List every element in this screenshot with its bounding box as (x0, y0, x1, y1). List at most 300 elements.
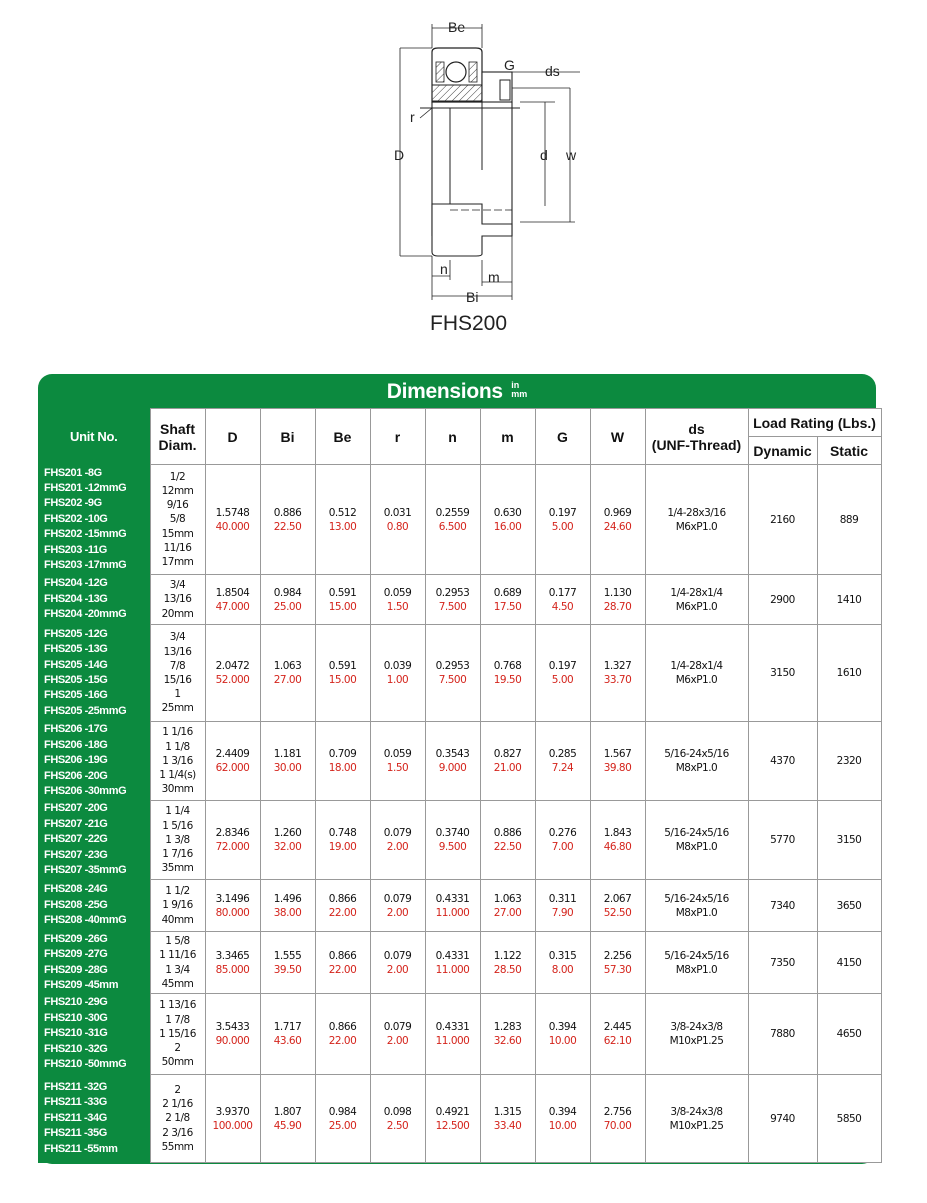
dim-label-r: r (410, 109, 415, 125)
shaft-diameter: 1 15/16 (159, 1027, 196, 1040)
thread-spec-cell (645, 625, 748, 722)
value-cell-be (315, 575, 370, 625)
load-rating-static: 5850 (817, 1075, 881, 1163)
value-cell-d (205, 932, 260, 994)
value-cell-w (590, 465, 645, 575)
dim-label-n: n (440, 261, 448, 277)
unit-number: FHS209 -28G (44, 963, 108, 976)
unit-numbers-cell (38, 880, 150, 932)
value-r-inch: 0.079 (383, 827, 412, 839)
dimensions-title: Dimensions (386, 380, 503, 403)
value-cell-m (480, 932, 535, 994)
value-n-inch: 0.3740 (435, 827, 470, 839)
thread-spec: M8xP1.0 (675, 841, 718, 853)
value-be-inch: 0.866 (328, 892, 357, 905)
value-cell-w (590, 575, 645, 625)
value-be-mm: 22.00 (328, 963, 357, 976)
value-w-inch: 1.130 (603, 586, 632, 599)
value-cell-r (370, 994, 425, 1075)
value-cell-n (425, 465, 480, 575)
shaft-diameter: 20mm (161, 607, 194, 620)
value-cell-w (590, 722, 645, 801)
load-rating-dynamic: 2900 (748, 575, 817, 625)
load-rating-dynamic: 5770 (748, 801, 817, 880)
shaft-diameter: 3/4 (169, 579, 186, 592)
value-bi-inch: 1.181 (273, 748, 302, 760)
value-m-mm: 27.00 (493, 906, 522, 919)
value-bi-inch: 1.260 (273, 827, 302, 839)
value-r-inch: 0.079 (383, 1021, 412, 1033)
value-bi-inch: 0.886 (273, 506, 302, 519)
value-cell-r (370, 880, 425, 932)
shaft-diameter-cell (150, 932, 205, 994)
shaft-diameter: 1 7/8 (165, 1013, 190, 1026)
load-rating-dynamic: 4370 (748, 722, 817, 801)
value-cell-g (535, 932, 590, 994)
unit-number: FHS209 -26G (44, 932, 108, 945)
value-d-mm: 52.000 (215, 674, 250, 686)
thread-spec: M8xP1.0 (675, 762, 718, 774)
unit-number: FHS208 -25G (44, 898, 108, 911)
unit-number: FHS206 -20G (44, 769, 108, 782)
shaft-diameter: 12mm (161, 484, 194, 497)
drawing-svg (380, 10, 590, 310)
value-g-inch: 0.285 (548, 748, 577, 760)
col-header-n: n (425, 409, 480, 465)
shaft-diameter: 1 3/16 (162, 754, 193, 767)
load-rating-dynamic: 3150 (748, 625, 817, 722)
shaft-header-line1: Shaft (160, 420, 195, 437)
shaft-header-line2: Diam. (158, 436, 197, 453)
value-cell-n (425, 575, 480, 625)
units-mm: mm (511, 389, 528, 399)
value-cell-bi (260, 932, 315, 994)
value-cell-m (480, 575, 535, 625)
thread-spec: M6xP1.0 (675, 674, 718, 686)
value-cell-bi (260, 575, 315, 625)
value-bi-inch: 1.496 (273, 892, 302, 905)
ds-header-line1: ds (688, 420, 705, 437)
value-cell-d (205, 575, 260, 625)
thread-spec: 5/16-24x5/16 (664, 892, 729, 905)
value-g-mm: 5.00 (551, 520, 574, 533)
value-m-mm: 22.50 (493, 841, 522, 853)
load-rating-dynamic: 9740 (748, 1075, 817, 1163)
table-row (38, 994, 881, 1075)
shaft-diameter-cell (150, 1075, 205, 1163)
value-n-mm: 9.500 (438, 841, 467, 853)
value-cell-n (425, 801, 480, 880)
value-m-inch: 1.122 (493, 949, 522, 962)
dim-label-d-bore: d (540, 147, 548, 163)
value-cell-m (480, 994, 535, 1075)
value-cell-bi (260, 625, 315, 722)
value-w-mm: 52.50 (603, 906, 632, 919)
unit-number: FHS206 -18G (44, 738, 108, 751)
value-w-inch: 2.256 (603, 949, 632, 962)
thread-spec: 5/16-24x5/16 (664, 748, 729, 760)
thread-spec: 1/4-28x1/4 (670, 586, 723, 599)
thread-spec: M6xP1.0 (675, 600, 718, 613)
thread-spec: 3/8-24x3/8 (670, 1021, 723, 1033)
col-header-g: G (535, 409, 590, 465)
col-header-m: m (480, 409, 535, 465)
value-g-inch: 0.394 (548, 1105, 577, 1118)
unit-number: FHS210 -32G (44, 1042, 108, 1055)
thread-spec: 5/16-24x5/16 (664, 827, 729, 839)
value-m-inch: 0.630 (493, 506, 522, 519)
value-g-mm: 4.50 (551, 600, 574, 613)
value-d-inch: 3.5433 (215, 1021, 250, 1033)
shaft-diameter: 1 5/16 (162, 819, 193, 832)
table-row (38, 465, 881, 575)
value-cell-w (590, 801, 645, 880)
value-cell-m (480, 880, 535, 932)
unit-number: FHS210 -31G (44, 1027, 108, 1040)
value-r-mm: 0.80 (386, 520, 409, 533)
shaft-diameter: 17mm (161, 556, 194, 568)
col-header-unit-no: Unit No. (38, 409, 150, 465)
value-cell-m (480, 1075, 535, 1163)
value-bi-mm: 43.60 (273, 1035, 302, 1047)
value-r-mm: 2.00 (386, 906, 409, 919)
shaft-diameter-cell (150, 625, 205, 722)
value-m-inch: 1.283 (493, 1021, 522, 1033)
value-d-inch: 3.1496 (215, 892, 250, 905)
unit-number: FHS207 -21G (44, 817, 108, 830)
value-n-mm: 11.000 (435, 1035, 470, 1047)
unit-numbers-cell (38, 994, 150, 1075)
value-cell-be (315, 1075, 370, 1163)
value-g-inch: 0.197 (548, 506, 577, 519)
value-m-inch: 0.827 (493, 748, 522, 760)
thread-spec: M8xP1.0 (675, 906, 718, 919)
shaft-diameter: 40mm (161, 913, 194, 926)
shaft-diameter: 15mm (161, 527, 194, 540)
value-m-mm: 21.00 (493, 762, 522, 774)
unit-number: FHS206 -19G (44, 754, 108, 767)
table-row (38, 575, 881, 625)
shaft-diameter: 1 13/16 (159, 999, 196, 1012)
unit-number: FHS211 -55mm (44, 1142, 118, 1155)
value-w-inch: 0.969 (603, 506, 632, 519)
value-be-mm: 15.00 (328, 674, 357, 686)
value-cell-be (315, 801, 370, 880)
col-header-shaft (150, 409, 205, 465)
table-row (38, 801, 881, 880)
unit-number: FHS205 -15G (44, 674, 108, 686)
value-g-mm: 7.00 (551, 841, 574, 853)
value-m-inch: 1.315 (493, 1105, 522, 1118)
value-r-inch: 0.079 (383, 892, 412, 905)
value-cell-r (370, 1075, 425, 1163)
value-d-inch: 2.8346 (215, 827, 250, 839)
value-m-mm: 16.00 (493, 520, 522, 533)
unit-number: FHS208 -40mmG (44, 914, 127, 927)
value-cell-d (205, 465, 260, 575)
shaft-diameter: 11/16 (163, 541, 192, 554)
value-r-mm: 1.50 (386, 600, 409, 613)
value-n-inch: 0.2559 (435, 506, 470, 519)
value-cell-r (370, 625, 425, 722)
dimensions-table (38, 408, 882, 1163)
dim-label-m: m (488, 269, 500, 285)
col-header-bi: Bi (260, 409, 315, 465)
shaft-diameter: 35mm (161, 862, 194, 875)
value-g-mm: 5.00 (551, 674, 574, 686)
value-cell-d (205, 801, 260, 880)
value-m-mm: 28.50 (493, 963, 522, 976)
value-be-mm: 18.00 (328, 762, 357, 774)
table-body (38, 465, 881, 1163)
value-r-inch: 0.059 (383, 586, 412, 599)
unit-number: FHS201 -8G (44, 466, 102, 479)
value-cell-be (315, 880, 370, 932)
shaft-diameter: 1 3/8 (165, 833, 190, 846)
value-cell-r (370, 722, 425, 801)
shaft-diameter: 1 11/16 (159, 949, 196, 962)
col-header-load-rating: Load Rating (Lbs.) (748, 409, 881, 437)
load-rating-dynamic: 7340 (748, 880, 817, 932)
value-cell-m (480, 801, 535, 880)
value-g-mm: 10.00 (548, 1119, 577, 1132)
value-w-mm: 24.60 (603, 520, 632, 533)
value-bi-mm: 22.50 (273, 520, 302, 533)
header-row-1 (38, 409, 881, 437)
value-cell-bi (260, 994, 315, 1075)
value-cell-d (205, 994, 260, 1075)
unit-number: FHS209 -45mm (44, 978, 119, 991)
shaft-diameter: 1 9/16 (162, 899, 193, 912)
load-rating-static: 889 (817, 465, 881, 575)
value-g-mm: 7.90 (551, 906, 574, 919)
dim-label-ds: ds (545, 63, 560, 79)
value-d-mm: 85.000 (215, 963, 250, 976)
dim-label-be: Be (448, 19, 466, 35)
shaft-diameter-cell (150, 465, 205, 575)
shaft-diameter: 1/2 (169, 470, 186, 483)
shaft-diameter: 13/16 (163, 593, 192, 606)
value-cell-r (370, 801, 425, 880)
value-d-mm: 72.000 (215, 841, 250, 853)
model-title: FHS200 (430, 312, 508, 335)
value-cell-be (315, 994, 370, 1075)
unit-number: FHS207 -20G (44, 802, 108, 815)
value-r-inch: 0.059 (383, 748, 412, 760)
shaft-diameter-cell (150, 994, 205, 1075)
value-n-mm: 12.500 (435, 1119, 470, 1132)
unit-number: FHS210 -29G (44, 996, 108, 1009)
value-cell-be (315, 932, 370, 994)
value-d-inch: 3.9370 (215, 1105, 250, 1118)
value-cell-w (590, 625, 645, 722)
units-legend (511, 381, 527, 399)
value-d-mm: 62.000 (215, 762, 250, 774)
dimensions-grid (38, 408, 876, 1163)
value-m-mm: 33.40 (493, 1119, 522, 1132)
value-w-mm: 39.80 (603, 762, 632, 774)
value-g-inch: 0.394 (548, 1021, 577, 1033)
value-d-inch: 1.5748 (215, 506, 250, 519)
shaft-diameter: 1 1/8 (165, 740, 190, 753)
shaft-diameter: 2 (174, 1083, 181, 1096)
value-d-mm: 40.000 (215, 520, 250, 533)
value-bi-inch: 1.717 (273, 1021, 302, 1033)
shaft-diameter: 1 1/4(s) (159, 769, 196, 782)
unit-number: FHS205 -25mmG (44, 704, 127, 717)
load-rating-static: 4150 (817, 932, 881, 994)
ds-header-line2: (UNF-Thread) (651, 436, 742, 453)
unit-numbers-cell (38, 801, 150, 880)
unit-number: FHS208 -24G (44, 883, 108, 896)
value-r-mm: 1.00 (386, 674, 409, 686)
value-be-inch: 0.709 (328, 748, 357, 760)
thread-spec: M10xP1.25 (669, 1119, 724, 1132)
unit-number: FHS211 -35G (44, 1127, 107, 1140)
table-row (38, 722, 881, 801)
value-g-inch: 0.315 (548, 949, 577, 962)
value-cell-r (370, 575, 425, 625)
unit-number: FHS205 -13G (44, 643, 108, 656)
value-r-inch: 0.039 (383, 660, 412, 672)
value-n-inch: 0.2953 (435, 660, 470, 672)
value-cell-m (480, 465, 535, 575)
value-cell-bi (260, 880, 315, 932)
load-rating-dynamic: 7350 (748, 932, 817, 994)
shaft-diameter: 1 1/2 (165, 885, 190, 898)
col-header-r: r (370, 409, 425, 465)
col-header-w: W (590, 409, 645, 465)
shaft-diameter: 13/16 (163, 645, 192, 658)
unit-number: FHS207 -22G (44, 833, 108, 846)
value-cell-g (535, 722, 590, 801)
unit-number: FHS201 -12mmG (44, 481, 127, 494)
value-cell-g (535, 994, 590, 1075)
value-n-inch: 0.3543 (435, 748, 470, 760)
value-bi-inch: 1.555 (273, 949, 302, 962)
unit-number: FHS203 -17mmG (44, 559, 127, 572)
value-be-mm: 25.00 (328, 1119, 357, 1132)
value-bi-mm: 45.90 (273, 1119, 302, 1132)
shaft-diameter: 1 3/4 (165, 963, 190, 976)
value-bi-mm: 38.00 (273, 906, 302, 919)
unit-number: FHS204 -12G (44, 577, 108, 590)
shaft-diameter: 2 (174, 1042, 181, 1055)
thread-spec: 1/4-28x1/4 (670, 660, 723, 672)
unit-number: FHS202 -10G (44, 512, 108, 525)
unit-number: FHS203 -11G (44, 543, 107, 556)
value-cell-g (535, 880, 590, 932)
unit-number: FHS202 -15mmG (44, 528, 127, 541)
shaft-diameter: 2 1/8 (165, 1112, 190, 1125)
load-rating-static: 1410 (817, 575, 881, 625)
value-w-inch: 2.756 (603, 1105, 632, 1118)
value-w-mm: 62.10 (603, 1035, 632, 1047)
unit-number: FHS211 -33G (44, 1096, 107, 1109)
unit-number: FHS211 -32G (44, 1080, 107, 1093)
value-cell-bi (260, 465, 315, 575)
shaft-diameter: 1 1/4 (165, 805, 190, 818)
value-cell-n (425, 1075, 480, 1163)
value-cell-bi (260, 801, 315, 880)
value-be-inch: 0.866 (328, 949, 357, 962)
shaft-diameter: 7/8 (169, 659, 186, 672)
value-w-mm: 70.00 (603, 1119, 632, 1132)
value-cell-d (205, 880, 260, 932)
value-bi-inch: 1.807 (273, 1105, 302, 1118)
value-cell-g (535, 575, 590, 625)
value-n-mm: 6.500 (438, 520, 467, 533)
value-r-inch: 0.079 (383, 949, 412, 962)
dim-label-g: G (504, 57, 515, 73)
load-rating-static: 1610 (817, 625, 881, 722)
shaft-diameter: 1 1/16 (162, 726, 193, 739)
value-cell-w (590, 1075, 645, 1163)
unit-numbers-cell (38, 722, 150, 801)
value-cell-n (425, 932, 480, 994)
shaft-diameter: 45mm (161, 977, 194, 990)
value-cell-g (535, 801, 590, 880)
shaft-diameter-cell (150, 880, 205, 932)
shaft-diameter: 2 1/16 (162, 1098, 193, 1111)
value-cell-g (535, 1075, 590, 1163)
thread-spec: 3/8-24x3/8 (670, 1105, 723, 1118)
shaft-diameter: 25mm (161, 702, 194, 715)
col-header-static: Static (817, 437, 881, 465)
value-w-mm: 46.80 (603, 841, 632, 853)
value-d-inch: 2.0472 (215, 660, 250, 672)
value-cell-n (425, 994, 480, 1075)
thread-spec: M6xP1.0 (675, 520, 718, 533)
value-n-inch: 0.4331 (435, 892, 470, 905)
value-bi-mm: 25.00 (273, 600, 302, 613)
unit-numbers-cell (38, 465, 150, 575)
value-bi-mm: 39.50 (273, 963, 302, 976)
load-rating-static: 4650 (817, 994, 881, 1075)
value-be-mm: 15.00 (328, 600, 357, 613)
col-header-d: D (205, 409, 260, 465)
unit-number: FHS205 -12G (44, 627, 108, 640)
shaft-diameter: 3/4 (169, 631, 186, 644)
value-g-mm: 7.24 (551, 762, 574, 774)
table-row (38, 880, 881, 932)
value-cell-m (480, 625, 535, 722)
shaft-diameter: 1 5/8 (165, 935, 190, 948)
table-row (38, 625, 881, 722)
load-rating-static: 3150 (817, 801, 881, 880)
value-cell-be (315, 625, 370, 722)
value-n-mm: 7.500 (438, 674, 467, 686)
thread-spec: M8xP1.0 (675, 963, 718, 976)
shaft-diameter-cell (150, 575, 205, 625)
value-be-inch: 0.748 (328, 827, 357, 839)
shaft-diameter: 2 3/16 (162, 1126, 193, 1139)
value-cell-n (425, 625, 480, 722)
value-cell-r (370, 932, 425, 994)
value-r-mm: 2.50 (386, 1119, 409, 1132)
value-be-mm: 22.00 (328, 906, 357, 919)
value-cell-bi (260, 1075, 315, 1163)
thread-spec-cell (645, 932, 748, 994)
value-d-mm: 90.000 (215, 1035, 250, 1047)
load-rating-static: 3650 (817, 880, 881, 932)
value-bi-inch: 1.063 (273, 660, 302, 672)
thread-spec-cell (645, 465, 748, 575)
dim-label-bi: Bi (466, 289, 479, 305)
thread-spec: M10xP1.25 (669, 1035, 724, 1047)
value-cell-bi (260, 722, 315, 801)
value-be-inch: 0.866 (328, 1021, 357, 1033)
